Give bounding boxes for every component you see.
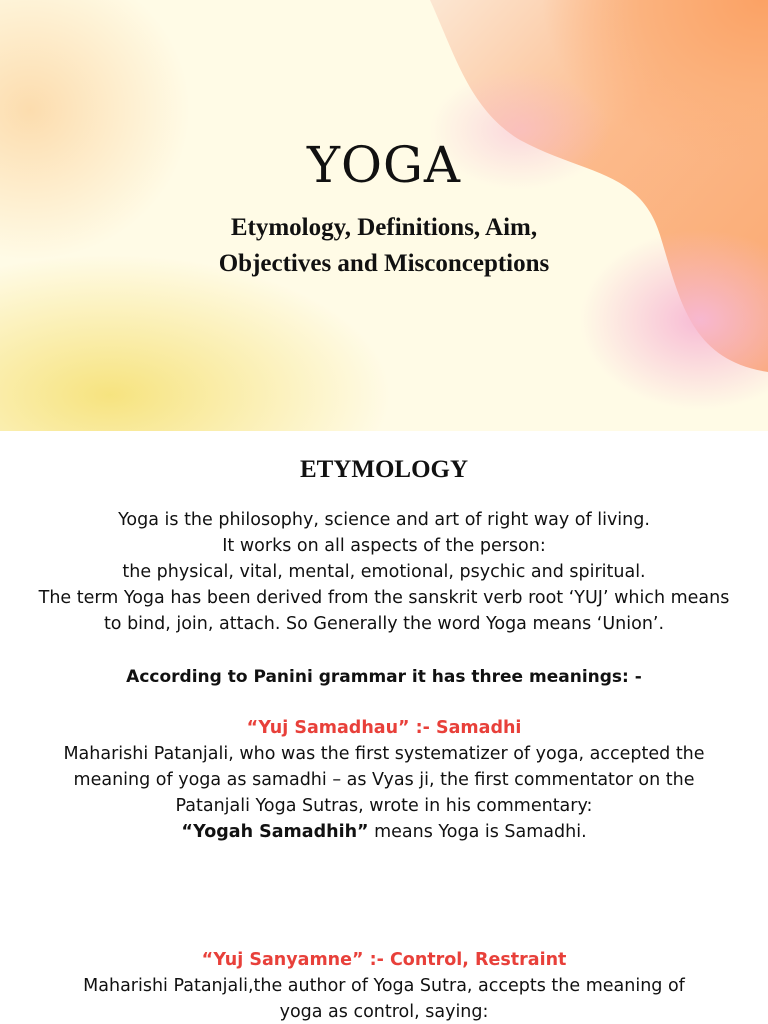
document-subtitle [0, 210, 768, 282]
intro-line: to bind, join, attach. So Generally the word Yoga means ‘Union’. [103, 614, 665, 634]
quote-meaning: means Yoga is Samadhi. [368, 822, 587, 842]
subtitle-line-2: Objectives and Misconceptions [218, 250, 550, 277]
intro-line: The term Yoga has been derived from the sanskrit verb root ‘YUJ’ which means [38, 588, 730, 608]
meaning-1-paragraph [10, 741, 758, 845]
meaning-1-heading: “Yuj Samadhau” :- Samadhi [246, 718, 522, 738]
cover-banner [0, 0, 768, 431]
section-heading-etymology: ETYMOLOGY [299, 456, 469, 483]
intro-line: It works on all aspects of the person: [222, 536, 546, 556]
intro-paragraph [10, 507, 758, 637]
subtitle-line-1: Etymology, Definitions, Aim, [230, 214, 538, 241]
meaning-2-heading: “Yuj Sanyamne” :- Control, Restraint [201, 950, 567, 970]
meaning-1-line: Patanjali Yoga Sutras, wrote in his commentary: [175, 796, 593, 816]
etymology-section [0, 431, 768, 1024]
meaning-1-quote-line [10, 819, 758, 845]
meaning-2-line: Maharishi Patanjali,the author of Yoga Sutra, accepts the meaning of [83, 976, 685, 996]
meaning-2-line: yoga as control, saying: [279, 1002, 489, 1022]
intro-line: the physical, vital, mental, emotional, psychic and spiritual. [122, 562, 646, 582]
meaning-1-line: Maharishi Patanjali, who was the first systematizer of yoga, accepted the [63, 744, 705, 764]
panini-heading: According to Panini grammar it has three meanings: - [126, 667, 642, 687]
intro-line: Yoga is the philosophy, science and art of right way of living. [118, 510, 650, 530]
meaning-2-paragraph [10, 973, 758, 1024]
meaning-1-line: meaning of yoga as samadhi – as Vyas ji, the first commentator on the [73, 770, 695, 790]
quote-term: “Yogah Samadhih” [181, 822, 369, 842]
document-title: YOGA [306, 136, 462, 194]
